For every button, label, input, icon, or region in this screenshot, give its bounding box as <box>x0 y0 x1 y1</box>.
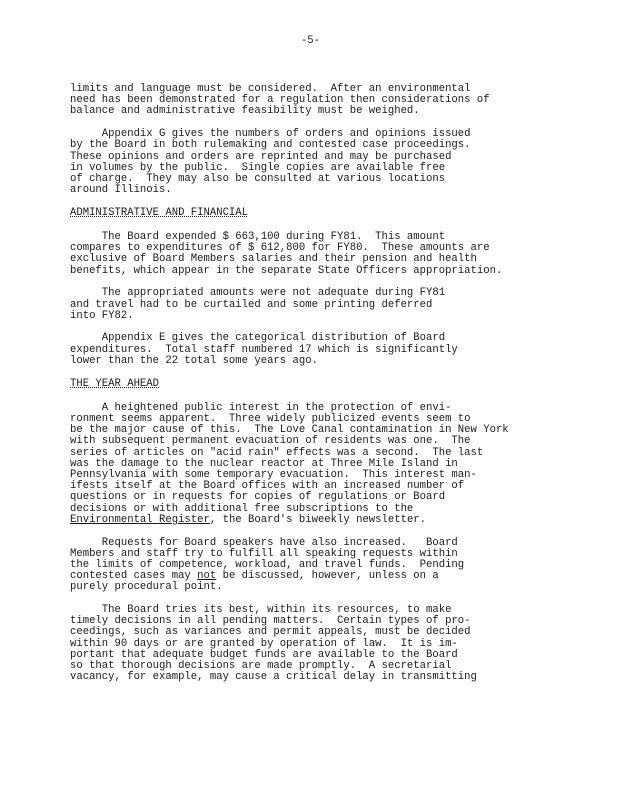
text-line: limits and language must be considered. After an environmental <box>70 83 471 95</box>
text-line: into FY82. <box>70 309 134 322</box>
contested-cases-line: contested cases may not be discussed, however, unless on a <box>70 570 439 583</box>
text-line: decisions or with additional free subscriptions to the <box>70 502 414 515</box>
expenditure-paragraph <box>70 232 590 277</box>
text-line: of charge. They may also be consulted at various locations <box>70 172 446 185</box>
text-line: timely decisions in all pending matters. Certain types of pro- <box>70 615 471 628</box>
text-line: Requests for Board speakers have also increased. Board <box>70 536 458 549</box>
environmental-register-title: Environmental Register <box>70 513 210 526</box>
speakers-paragraph <box>70 538 590 594</box>
text-line: balance and administrative feasibility must be weighed. <box>70 105 420 118</box>
document-body <box>70 84 590 695</box>
newsletter-line: Environmental Register, the Board's biweekly newsletter. <box>70 513 427 526</box>
text-line: within 90 days or are granted by operation of law. It is im- <box>70 637 458 650</box>
section-heading-administrative: ADMINISTRATIVE AND FINANCIAL <box>70 206 249 219</box>
public-interest-paragraph <box>70 403 590 526</box>
text-line: vacancy, for example, may cause a critical delay in transmitting <box>70 671 477 684</box>
text-line: lower than the 22 total some years ago. <box>70 354 318 367</box>
text-line: around Illinois. <box>70 184 172 197</box>
text-line: so that thorough decisions are made promptly. A secretarial <box>70 660 452 673</box>
text-line: The Board tries its best, within its resources, to make <box>70 604 452 617</box>
text-line: purely procedural point. <box>70 581 223 594</box>
appendix-e-paragraph <box>70 333 590 367</box>
text-line: and travel had to be curtailed and some printing deferred <box>70 298 433 311</box>
text-line: The appropriated amounts were not adequate during FY81 <box>70 287 446 300</box>
text-line: by the Board in both rulemaking and contested case proceedings. <box>70 139 471 152</box>
text-line: A heightened public interest in the protection of envi- <box>70 401 452 414</box>
text-line: in volumes by the public. Single copies are available free <box>70 161 446 174</box>
section-heading-year-ahead: THE YEAR AHEAD <box>70 377 160 390</box>
text-line: series of articles on "acid rain" effects was a second. The last <box>70 446 484 459</box>
text-line: exclusive of Board Members salaries and their pension and health <box>70 253 477 266</box>
text-line: compares to expenditures of $ 612,800 for FY80. These amounts are <box>70 242 490 255</box>
intro-paragraph <box>70 84 590 118</box>
text-line: questions or in requests for copies of regulations or Board <box>70 491 446 504</box>
emphasis-not: not <box>197 570 217 583</box>
appropriation-paragraph <box>70 288 590 322</box>
appendix-g-paragraph <box>70 129 590 196</box>
text-line: was the damage to the nuclear reactor at Three Mile Island in <box>70 457 458 470</box>
text-line: ronment seems apparent. Three widely publicized events seem to <box>70 412 471 425</box>
text-line: Appendix E gives the categorical distribution of Board <box>70 332 446 345</box>
text-line: benefits, which appear in the separate State Officers appropriation. <box>70 264 503 277</box>
text-line: expenditures. Total staff numbered 17 which is significantly <box>70 343 458 356</box>
text-line: ceedings, such as variances and permit appeals, must be decided <box>70 626 471 639</box>
text-line: The Board expended $ 663,100 during FY81. This amount <box>70 231 446 244</box>
text-line: need has been demonstrated for a regulation then considerations of <box>70 94 490 107</box>
text-line: be the major cause of this. The Love Canal contamination in New York <box>70 424 509 437</box>
text-line: with subsequent permanent evacuation of residents was one. The <box>70 435 471 448</box>
text-line: Appendix G gives the numbers of orders and opinions issued <box>70 128 471 141</box>
text-line: portant that adequate budget funds are available to the Board <box>70 648 458 661</box>
page-number: -5- <box>300 35 321 47</box>
text-line: the limits of competence, workload, and travel funds. Pending <box>70 558 465 571</box>
text-line: These opinions and orders are reprinted and may be purchased <box>70 150 452 163</box>
text-line: ifests itself at the Board offices with an increased number of <box>70 480 465 493</box>
text-line: Pennsylvania with some temporary evacuation. This interest man- <box>70 468 477 481</box>
text-line: Members and staff try to fulfill all speaking requests within <box>70 547 458 560</box>
timely-decisions-paragraph <box>70 605 590 683</box>
